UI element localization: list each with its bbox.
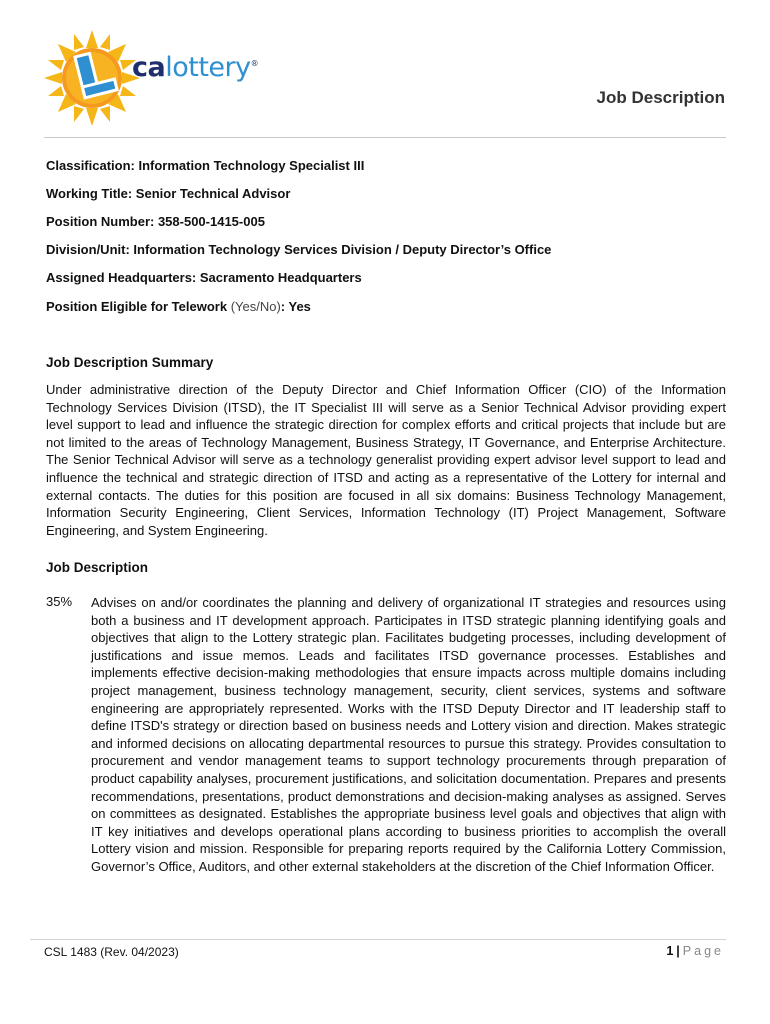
telework-hint: (Yes/No) [230, 299, 281, 314]
telework-value: : Yes [280, 299, 311, 314]
brand-wordmark [132, 52, 258, 83]
telework-field [46, 299, 311, 314]
document-title: Job Description [596, 88, 725, 107]
form-identifier: CSL 1483 (Rev. 04/2023) [44, 945, 179, 959]
summary-heading: Job Description Summary [46, 355, 214, 370]
footer-divider [30, 939, 726, 940]
page-indicator [666, 944, 724, 958]
registered-mark: ® [250, 59, 259, 68]
page-separator: | [676, 944, 680, 958]
description-heading: Job Description [46, 560, 149, 575]
page-word: Page [682, 944, 724, 958]
header-divider [44, 137, 726, 138]
classification-field: Classification: Information Technology Specialist III [46, 158, 365, 173]
page-number: 1 [666, 944, 674, 958]
duty-paragraph: Advises on and/or coordinates the planning and delivery of organizational IT strategies and resources using both a business and IT development approach. Participates in ITSD strategic planning identifying goals and objectives that align to the Lottery strategic plan. Facilitates budgeting processes, including development of justifications and issue memos. Leads and facilitates ITSD governance processes. Establishes and implements effective decision-making methodologies that ensure impacts across multiple domains including project management, business technology management, security, client services, systems and software engineering are appropriately represented. Works with the ITSD Deputy Director and IT leadership staff to define ITSD's strategy or direction based on business needs and Lottery vision and direction. Makes strategic and informed decisions on allocating departmental resources to pursue this strategy. Provides consultation to procurement and vendor management teams to support technology procurements through preparation of product capability analyses, procurement justifications, and solicitation documentation. Prepares and presents recommendations, presentations, product demonstrations and decision-making analyses as assigned. Serves on committees as designated. Establishes the appropriate business level goals and objectives that align with IT key initiatives and develops operational plans according to business priorities to accomplish the overall Lottery vision and mission. Responsible for preparing reports required by the California Lottery Commission, Governor’s Office, Auditors, and other external stakeholders at the discretion of the Chief Information Officer. [91, 595, 726, 874]
summary-paragraph: Under administrative direction of the Deputy Director and Chief Information Officer (CIO) of the Information Technology Services Division (ITSD), the IT Specialist III will serve as a Senior Technical Advisor providing expert level support to lead and influence the strategic direction for complex efforts and critical projects that include but are not limited to the areas of Technology Management, Business Strategy, IT Governance, and Enterprise Architecture. The Senior Technical Advisor will serve as a technology generalist providing expert advisor level support to lead and influence the technical and strategic direction of ITSD and acting as a representative of the Lottery for internal and external contacts. The duties for this position are focused in all six domains: Business Technology Management, Information Security Engineering, Client Services, Information Technology (IT) Project Management, Software Engineering, and System Engineering. [46, 382, 726, 538]
headquarters-field: Assigned Headquarters: Sacramento Headquarters [46, 270, 362, 285]
position-number-field: Position Number: 358-500-1415-005 [46, 214, 265, 229]
duty-percent: 35% [46, 594, 73, 609]
brand-ca: ca [132, 52, 166, 83]
working-title-field: Working Title: Senior Technical Advisor [46, 186, 291, 201]
brand-lottery: lottery [165, 52, 251, 83]
division-unit-field: Division/Unit: Information Technology Services Division / Deputy Director’s Office [46, 242, 552, 257]
telework-label: Position Eligible for Telework [46, 299, 228, 314]
